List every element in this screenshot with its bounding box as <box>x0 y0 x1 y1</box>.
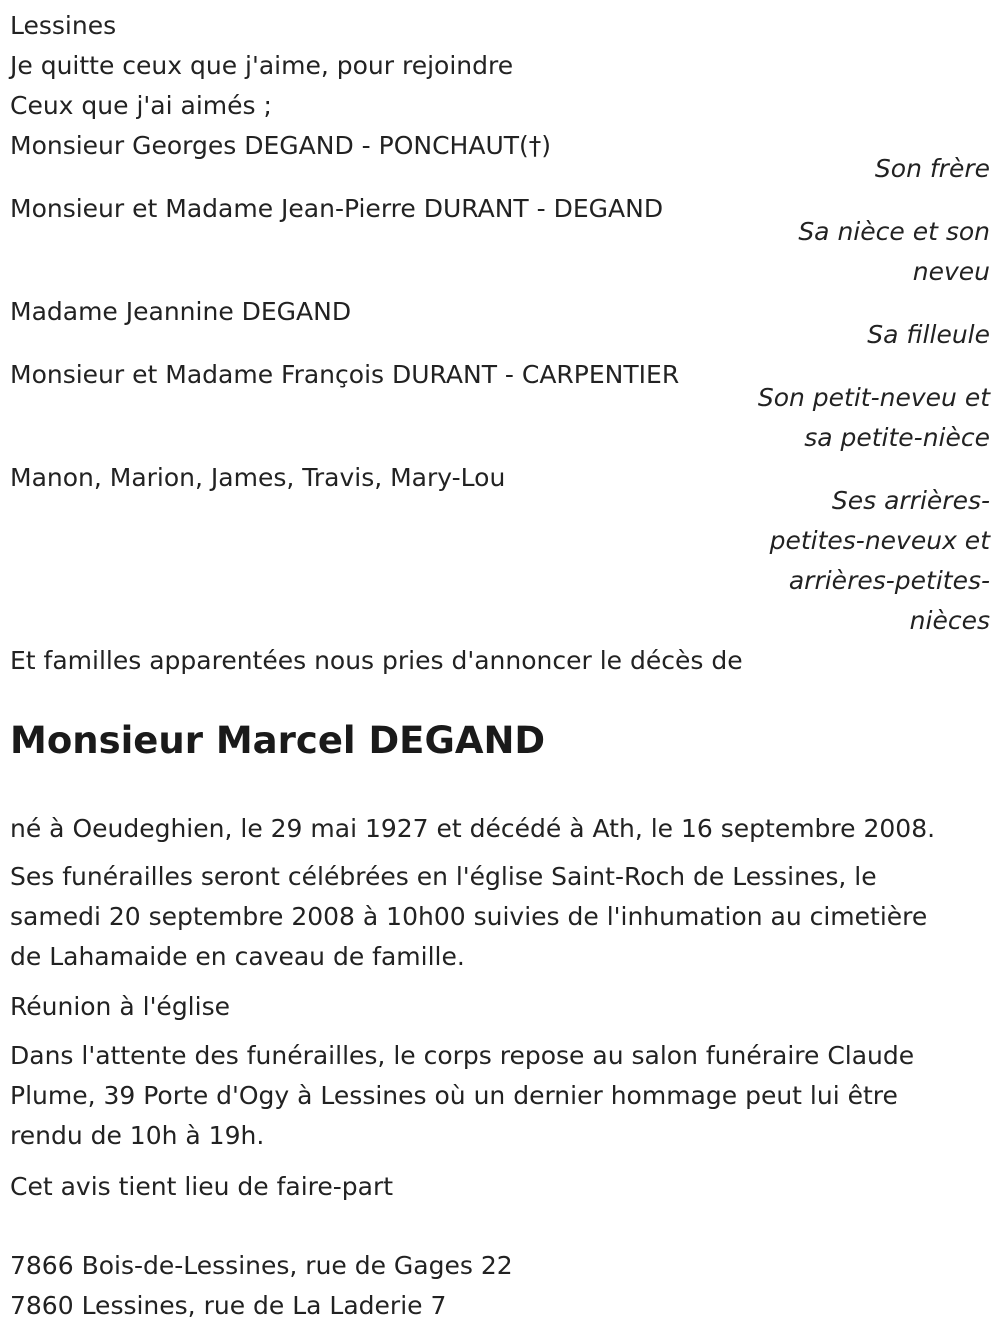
resting-paragraph <box>10 1036 990 1156</box>
poem-line-1: Je quitte ceux que j'aime, pour rejoindre <box>10 51 514 80</box>
meeting-line: Réunion à l'église <box>10 992 230 1021</box>
family-member-relation <box>758 378 990 458</box>
relation-line: petites-neveux et <box>769 526 990 555</box>
family-member-name: Madame Jeannine DEGAND <box>10 297 352 326</box>
resting-line: Dans l'attente des funérailles, le corps repose au salon funéraire Claude <box>10 1041 915 1070</box>
deceased-name-heading: Monsieur Marcel DEGAND <box>10 719 546 762</box>
relation-line: sa petite-nièce <box>804 423 990 452</box>
resting-line: rendu de 10h à 19h. <box>10 1121 265 1150</box>
relation-line: nièces <box>909 606 990 635</box>
relation-line: arrières-petites- <box>788 566 990 595</box>
family-member-name: Manon, Marion, James, Travis, Mary-Lou <box>10 463 506 492</box>
relation-line: neveu <box>912 257 990 286</box>
relation-line: Sa filleule <box>867 320 990 349</box>
relation-line: Sa nièce et son <box>798 217 990 246</box>
family-member-name: Monsieur et Madame François DURANT - CARPENTIER <box>10 360 680 389</box>
family-member-name: Monsieur Georges DEGAND - PONCHAUT(†) <box>10 131 552 160</box>
family-member-name: Monsieur et Madame Jean-Pierre DURANT - DEGAND <box>10 194 664 223</box>
funeral-line: de Lahamaide en caveau de famille. <box>10 942 465 971</box>
address-line: 7860 Lessines, rue de La Laderie 7 <box>10 1291 447 1320</box>
poem-line-2: Ceux que j'ai aimés ; <box>10 91 272 120</box>
address-line: 7866 Bois-de-Lessines, rue de Gages 22 <box>10 1251 513 1280</box>
announcement-line: Et familles apparentées nous pries d'annoncer le décès de <box>10 646 743 675</box>
funeral-line: samedi 20 septembre 2008 à 10h00 suivies de l'inhumation au cimetière <box>10 902 928 931</box>
resting-line: Plume, 39 Porte d'Ogy à Lessines où un dernier hommage peut lui être <box>10 1081 898 1110</box>
family-member-relation <box>875 149 990 189</box>
notice-line: Cet avis tient lieu de faire-part <box>10 1172 394 1201</box>
family-member-relation <box>770 481 990 641</box>
family-member-relation <box>867 315 990 355</box>
relation-line: Son petit-neveu et <box>757 383 990 412</box>
family-member-relation <box>798 212 990 292</box>
place-name: Lessines <box>10 11 117 40</box>
relation-line: Ses arrières- <box>831 486 990 515</box>
funeral-line: Ses funérailles seront célébrées en l'église Saint-Roch de Lessines, le <box>10 862 877 891</box>
relation-line: Son frère <box>874 154 990 183</box>
birth-death-line: né à Oeudeghien, le 29 mai 1927 et décédé à Ath, le 16 septembre 2008. <box>10 814 936 843</box>
funeral-paragraph <box>10 857 990 977</box>
